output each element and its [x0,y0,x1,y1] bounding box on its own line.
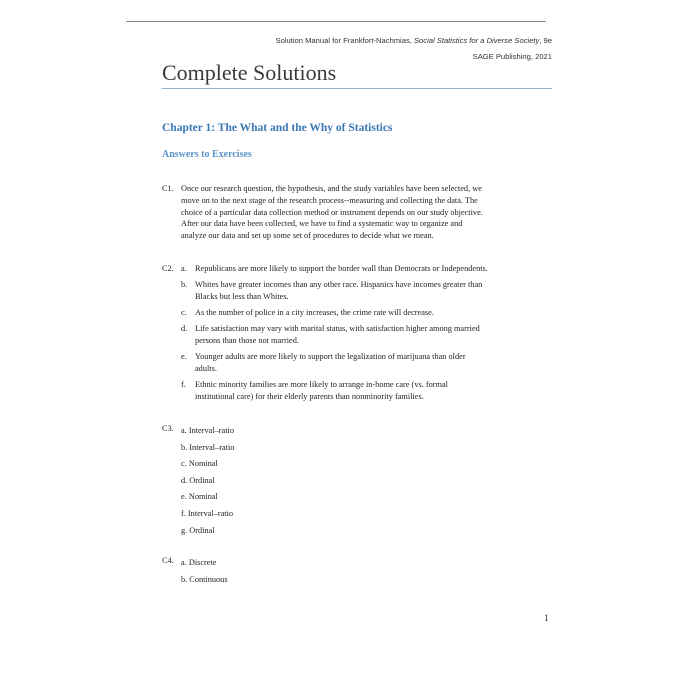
text-line: Republicans are more likely to support the border wall than Democrats or Independents. [195,264,488,273]
text-line: choice of a particular data collection method or instrument depends on our study objective. [181,207,483,217]
text-line: As the number of police in a city increases, the crime rate will decrease. [195,308,434,317]
list-item: a. Interval–ratio [181,426,234,435]
section-heading: Answers to Exercises [162,149,252,160]
text-line: Life satisfaction may vary with marital status, with satisfaction higher among married [195,324,480,333]
list-item: b. Interval–ratio [181,442,235,452]
publisher-line: SAGE Publishing, 2021 [472,52,552,61]
page-title: Complete Solutions [162,60,337,85]
answer-list [181,555,361,588]
text-line: Ethnic minority families are more likely to arrange in-home care (vs. formal [195,380,448,389]
item-letter: c. [181,308,187,317]
item-text [195,323,552,347]
text-line: move on to the next stage of the research process--measuring and collecting the data. The [181,195,478,205]
item-letter: b. [181,280,188,289]
top-divider [126,21,546,22]
item-letter: a. [181,264,187,273]
header-suffix: , 9e [539,36,552,45]
question-label: C4. [162,556,174,565]
item-text [195,307,552,319]
item-text [195,279,552,303]
text-line: Once our research question, the hypothesis, and the study variables have been selected, we [181,184,482,193]
item-text [195,379,552,403]
item-letter: f. [181,380,186,389]
text-line: institutional care) for their elderly parents than nonminority families. [195,391,424,401]
running-header [276,36,552,45]
question-label: C3. [162,424,174,433]
answer-list [181,423,361,539]
question-label: C2. [162,264,174,273]
chapter-heading: Chapter 1: The What and the Why of Statistics [162,122,393,134]
page-number: 1 [544,613,549,623]
item-text [195,263,552,275]
question-c2 [162,263,552,403]
answer-text [181,183,552,242]
book-title: Social Statistics for a Diverse Society [413,36,540,45]
list-item: g. Ordinal [181,525,215,535]
item-letter: d. [181,324,188,333]
list-item: f. Interval–ratio [181,508,234,518]
list-item: c. Nominal [181,459,218,469]
question-c3 [162,423,362,543]
list-item: b. Continuous [181,574,228,584]
text-line: analyze our data and set up some set of procedures to decide what we mean. [181,231,434,241]
question-c4 [162,555,362,591]
list-item: d. Ordinal [181,475,215,485]
text-line: Younger adults are more likely to support the legalization of marijuana than older [195,352,466,361]
text-line: Whites have greater incomes than any other race. Hispanics have incomes greater than [195,280,483,289]
question-c1 [162,183,552,245]
text-line: After our data have been collected, we have to find a systematic way to organize and [181,219,463,229]
question-label: C1. [162,184,174,193]
text-line: adults. [195,363,217,373]
header-prefix: Solution Manual for Frankfort-Nachmias, [275,36,414,45]
list-item: e. Nominal [181,492,218,502]
item-text [195,351,552,375]
list-item: a. Discrete [181,558,217,567]
text-line: persons than those not married. [195,335,299,345]
title-underline [162,88,552,89]
text-line: Blacks but less than Whites. [195,291,289,301]
item-letter: e. [181,352,187,361]
